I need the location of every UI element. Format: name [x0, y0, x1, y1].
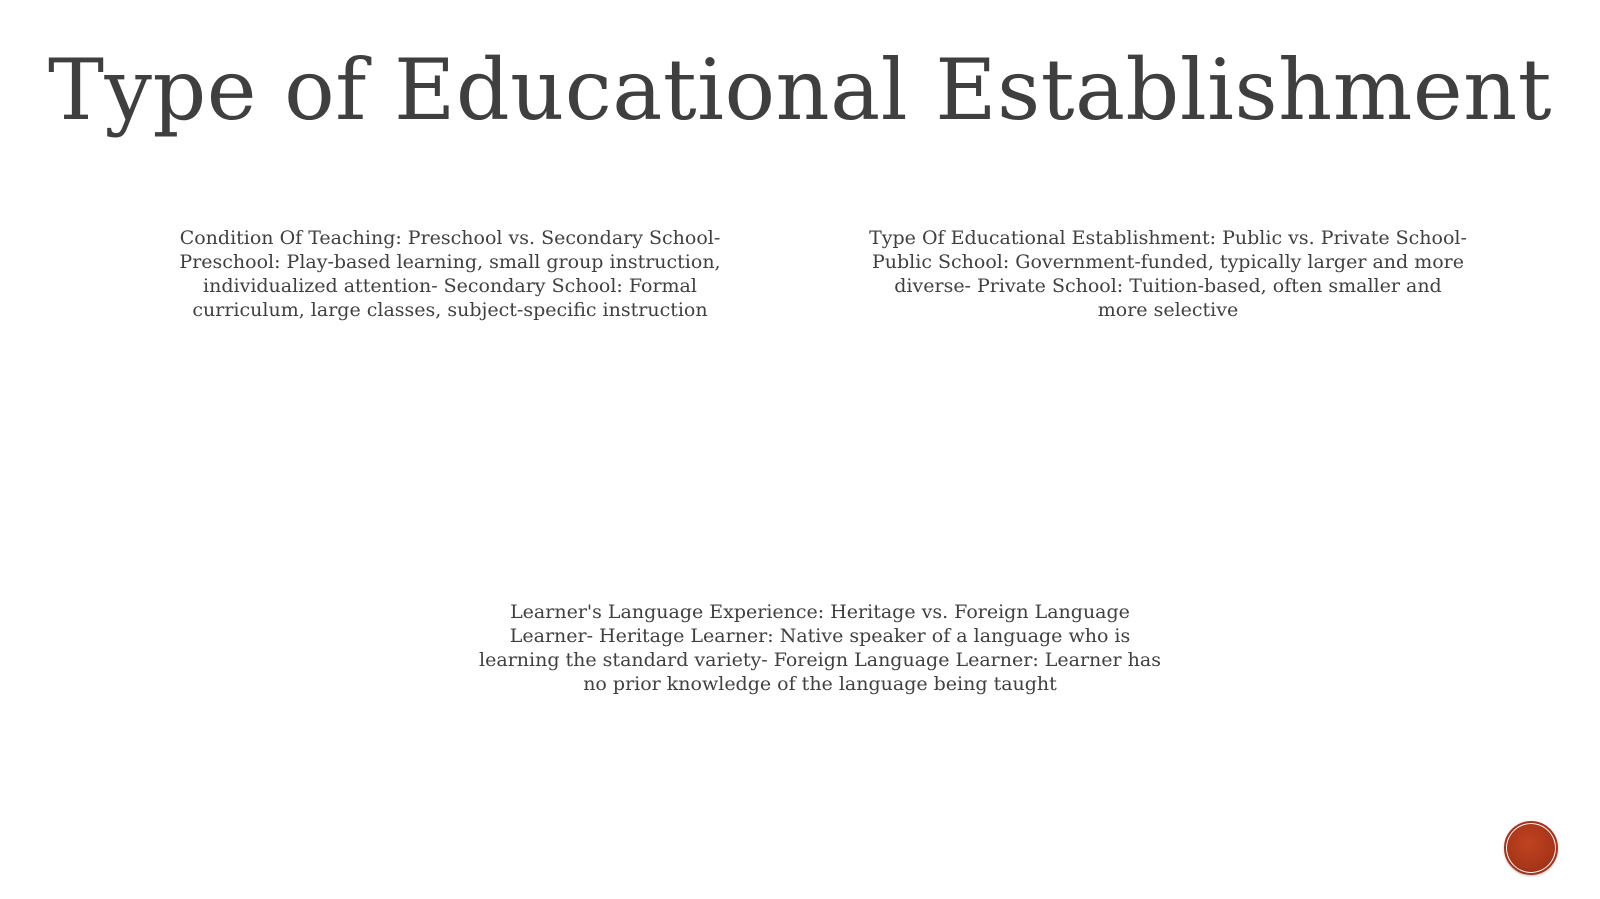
slide-title: Type of Educational Establishment — [48, 41, 1552, 139]
red-circle-button-icon[interactable] — [1504, 821, 1558, 875]
condition-of-teaching-text: Condition Of Teaching: Preschool vs. Secondary School- Preschool: Play-based learning, small group instruction, individualized attention- Secondary School: Formal curriculum, large classes, subject-specific instruction — [179, 227, 721, 321]
type-of-establishment-text: Type Of Educational Establishment: Public vs. Private School- Public School: Government-funded, typically larger and more diverse- Private School: Tuition-based, often smaller and more selective — [869, 227, 1467, 321]
learner-language-experience-text: Learner's Language Experience: Heritage vs. Foreign Language Learner- Heritage Learner: Native speaker of a language who is learning the standard variety- Foreign Language Learner: Learner has no prior knowledge of the language being taught — [479, 601, 1161, 695]
